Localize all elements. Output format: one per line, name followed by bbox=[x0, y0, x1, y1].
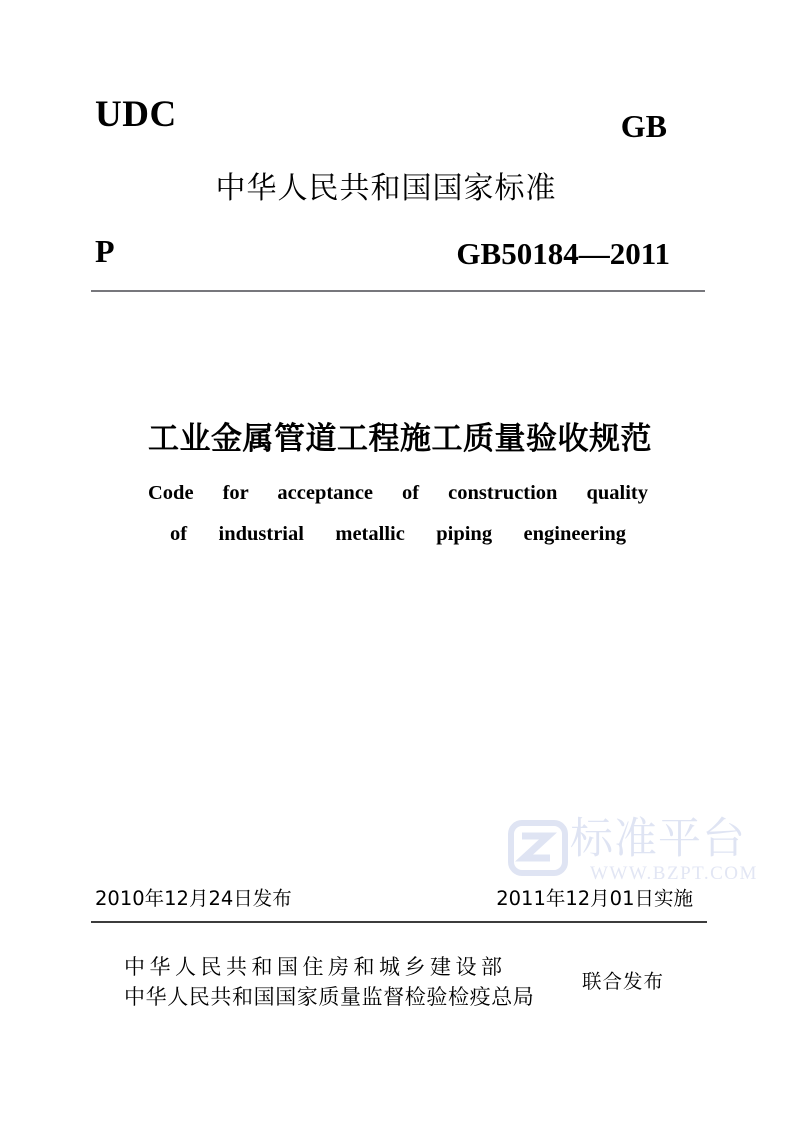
bzpt-logo-icon bbox=[508, 820, 568, 876]
effective-date: 2011年12月01日实施 bbox=[496, 887, 693, 910]
standard-number bbox=[0, 238, 705, 269]
national-standard-heading: 中华人民共和国国家标准 bbox=[215, 171, 557, 206]
date-row bbox=[95, 886, 705, 912]
page-title-english bbox=[148, 473, 648, 555]
standard-number-text: GB50184—2011 bbox=[456, 236, 670, 271]
classification-code: P bbox=[95, 233, 115, 269]
issuing-authorities bbox=[124, 952, 534, 1012]
watermark bbox=[508, 814, 758, 894]
page-title-chinese: 工业金属管道工程施工质量验收规范 bbox=[148, 421, 652, 457]
page-title-english-line2: of industrial metallic piping engineering bbox=[170, 523, 626, 545]
page-title-english-line1: Code for acceptance of construction quality bbox=[148, 482, 648, 504]
gb-mark-text: GB bbox=[620, 108, 667, 144]
watermark-url: WWW.BZPT.COM bbox=[590, 863, 758, 884]
footer-divider bbox=[91, 921, 707, 923]
joint-issue-label: 联合发布 bbox=[582, 970, 665, 993]
watermark-brand: 标准平台 bbox=[570, 814, 746, 864]
udc-label: UDC bbox=[95, 94, 177, 135]
gb-mark bbox=[0, 110, 705, 142]
header-divider bbox=[91, 290, 705, 292]
issuing-authority-2: 中华人民共和国国家质量监督检验检疫总局 bbox=[124, 985, 535, 1009]
issue-date: 2010年12月24日发布 bbox=[95, 887, 292, 910]
issuing-authority-1: 中华人民共和国住房和城乡建设部 bbox=[124, 955, 507, 979]
